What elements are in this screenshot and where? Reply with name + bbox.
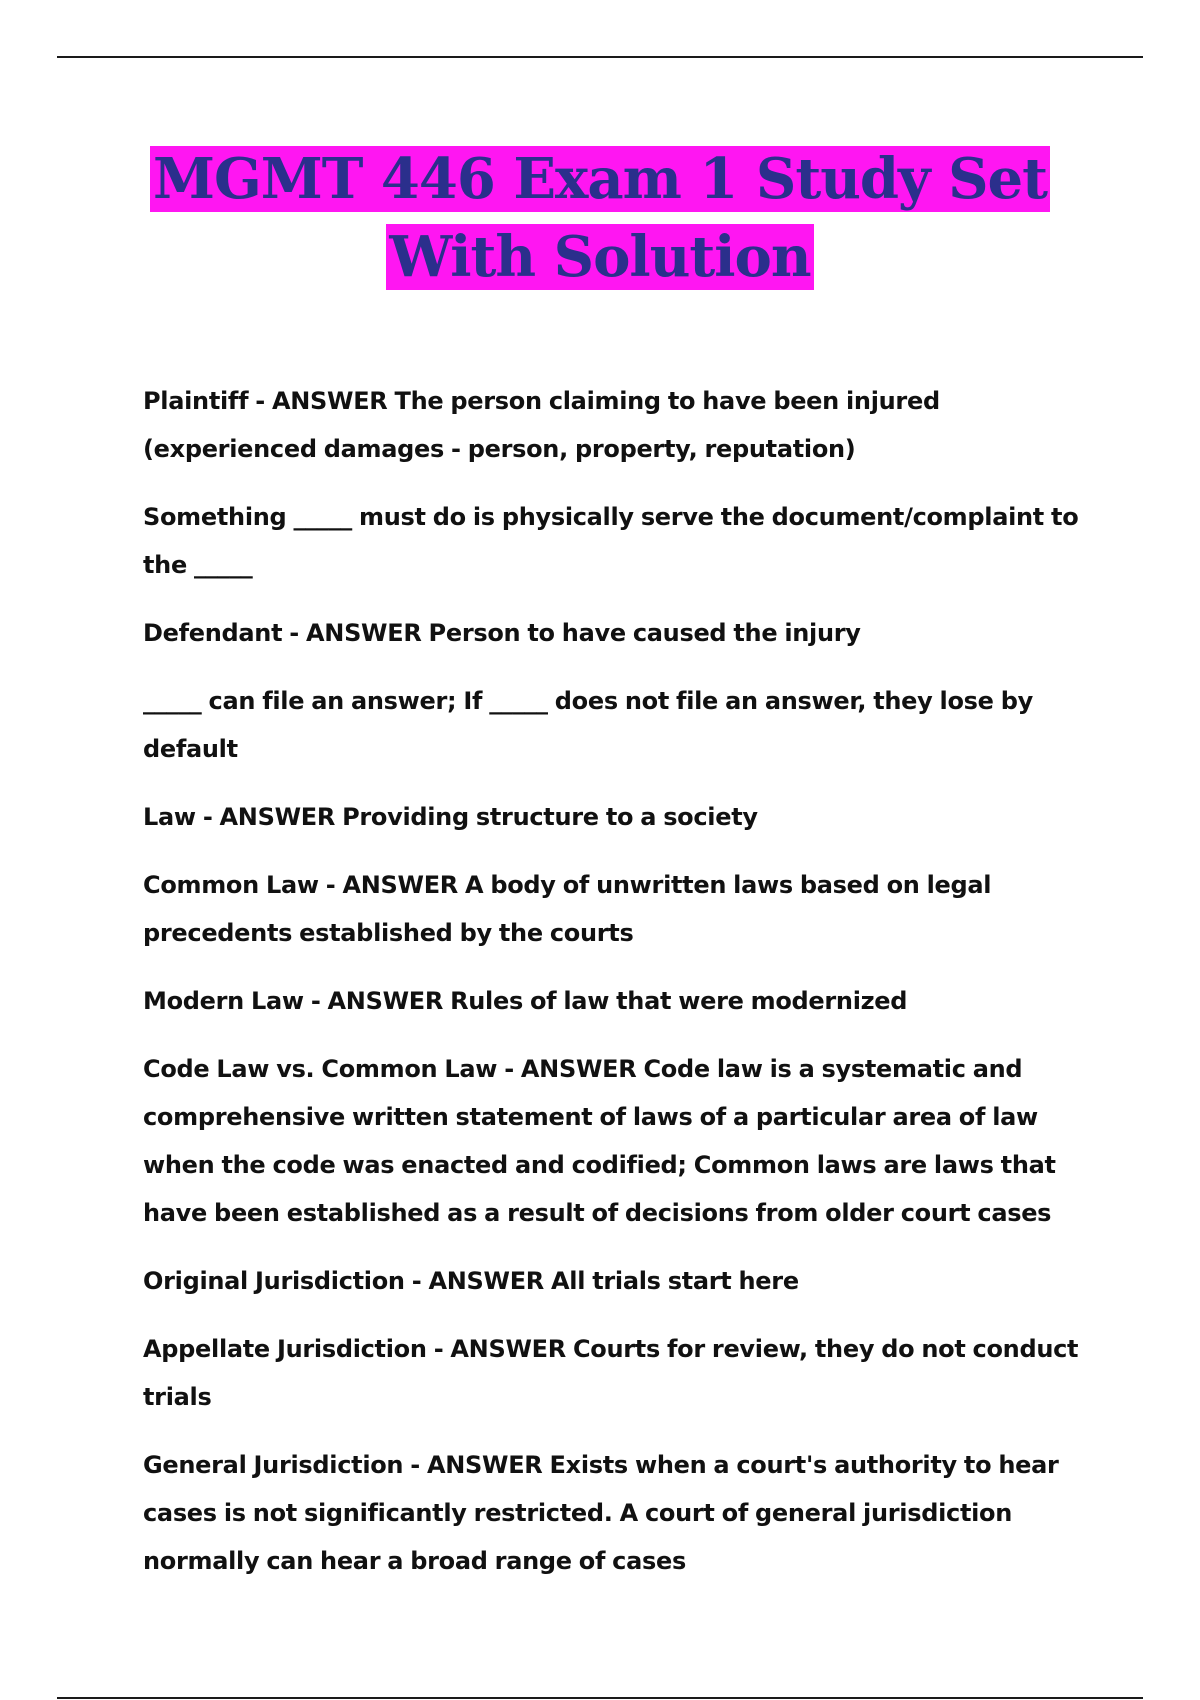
qa-entry-plaintiff: Plaintiff - ANSWER The person claiming to have been injured (experienced damages - person, property, reputation) [143, 387, 940, 463]
qa-list [143, 377, 1103, 1605]
qa-entry-code-vs-common-law: Code Law vs. Common Law - ANSWER Code law is a systematic and comprehensive written statement of laws of a particular area of law when the code was enacted and codified; Common laws are laws that have been established as a result of decisions from older court cases [143, 1055, 1056, 1227]
qa-entry-original-jurisdiction: Original Jurisdiction - ANSWER All trials start here [143, 1267, 799, 1295]
qa-entry-general-jurisdiction: General Jurisdiction - ANSWER Exists when a court's authority to hear cases is not significantly restricted. A court of general jurisdiction normally can hear a broad range of cases [143, 1451, 1059, 1575]
bottom-rule [57, 1697, 1143, 1699]
document-title [0, 142, 1200, 298]
qa-entry-law: Law - ANSWER Providing structure to a society [143, 803, 758, 831]
qa-entry-file-answer: _____ can file an answer; If _____ does not file an answer, they lose by default [143, 687, 1033, 763]
qa-entry-defendant: Defendant - ANSWER Person to have caused the injury [143, 619, 861, 647]
top-rule [57, 56, 1143, 58]
qa-entry-appellate-jurisdiction: Appellate Jurisdiction - ANSWER Courts for review, they do not conduct trials [143, 1335, 1079, 1411]
qa-entry-modern-law: Modern Law - ANSWER Rules of law that were modernized [143, 987, 908, 1015]
qa-entry-serve-document: Something _____ must do is physically serve the document/complaint to the _____ [143, 503, 1079, 579]
title-line-2: With Solution [386, 224, 813, 290]
qa-entry-common-law: Common Law - ANSWER A body of unwritten laws based on legal precedents established by the courts [143, 871, 992, 947]
title-line-1: MGMT 446 Exam 1 Study Set [150, 146, 1050, 212]
